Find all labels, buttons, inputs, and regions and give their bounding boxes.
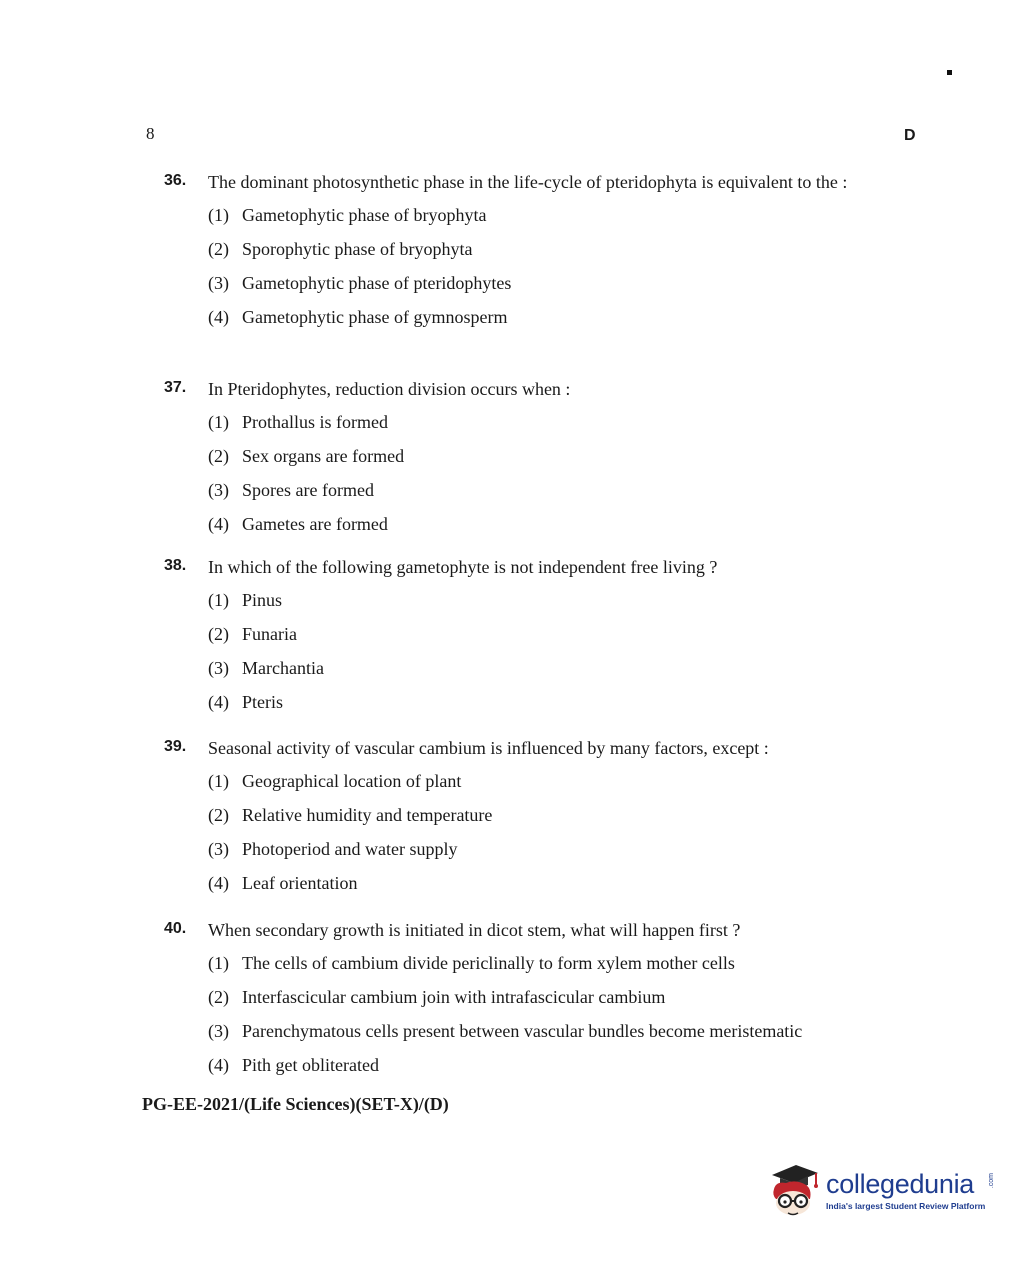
question-text: When secondary growth is initiated in dicot stem, what will happen first ?: [208, 920, 741, 940]
logo-brand: collegedunia: [826, 1169, 975, 1199]
question-text: The dominant photosynthetic phase in the life-cycle of pteridophyta is equivalent to the :: [208, 172, 848, 192]
paper-code: PG-EE-2021/(Life Sciences)(SET-X)/(D): [142, 1094, 449, 1114]
option: (2) Funaria: [208, 624, 297, 644]
option: (2) Sporophytic phase of bryophyta: [208, 239, 473, 259]
option: (3) Gametophytic phase of pteridophytes: [208, 273, 512, 293]
question-text: Seasonal activity of vascular cambium is influenced by many factors, except :: [208, 738, 769, 758]
option-list: [208, 770, 916, 906]
option: (3) Spores are formed: [208, 480, 374, 500]
question-number: 38.: [164, 557, 187, 574]
option: (3) Photoperiod and water supply: [208, 839, 458, 859]
option: (1) The cells of cambium divide periclinally to form xylem mother cells: [208, 953, 735, 973]
set-code: D: [904, 127, 916, 144]
question-37: [164, 377, 916, 547]
option-list: [208, 589, 916, 725]
option-list: [208, 204, 916, 340]
question-number: 40.: [164, 920, 187, 937]
question-36: [164, 170, 916, 340]
option: (4) Pith get obliterated: [208, 1055, 379, 1075]
mascot-icon: [766, 1159, 822, 1221]
option: (2) Sex organs are formed: [208, 446, 405, 466]
option: (1) Geographical location of plant: [208, 771, 462, 791]
question-text: In which of the following gametophyte is not independent free living ?: [208, 557, 718, 577]
collegedunia-logo: [766, 1157, 996, 1223]
logo-dotcom: .com: [988, 1173, 996, 1189]
question-number: 36.: [164, 172, 187, 189]
option: (2) Relative humidity and temperature: [208, 805, 493, 825]
corner-mark: [947, 70, 952, 75]
question-40: [164, 918, 916, 1088]
option: (1) Prothallus is formed: [208, 412, 388, 432]
question-number: 37.: [164, 379, 187, 396]
logo-text: [826, 1169, 996, 1211]
option: (2) Interfascicular cambium join with intrafascicular cambium: [208, 987, 666, 1007]
question-number: 39.: [164, 738, 187, 755]
option: (3) Marchantia: [208, 658, 324, 678]
option: (4) Leaf orientation: [208, 873, 358, 893]
logo-tagline: India's largest Student Review Platform: [826, 1201, 986, 1211]
option: (4) Gametes are formed: [208, 514, 388, 534]
option: (1) Pinus: [208, 590, 283, 610]
option: (4) Gametophytic phase of gymnosperm: [208, 307, 508, 327]
question-text: In Pteridophytes, reduction division occurs when :: [208, 379, 571, 399]
option-list: [208, 952, 916, 1088]
option-list: [208, 411, 916, 547]
page-number: 8: [146, 124, 155, 143]
question-38: [164, 555, 916, 725]
option: (3) Parenchymatous cells present between vascular bundles become meristematic: [208, 1021, 803, 1041]
option: (1) Gametophytic phase of bryophyta: [208, 205, 487, 225]
question-39: [164, 736, 916, 906]
option: (4) Pteris: [208, 692, 284, 712]
